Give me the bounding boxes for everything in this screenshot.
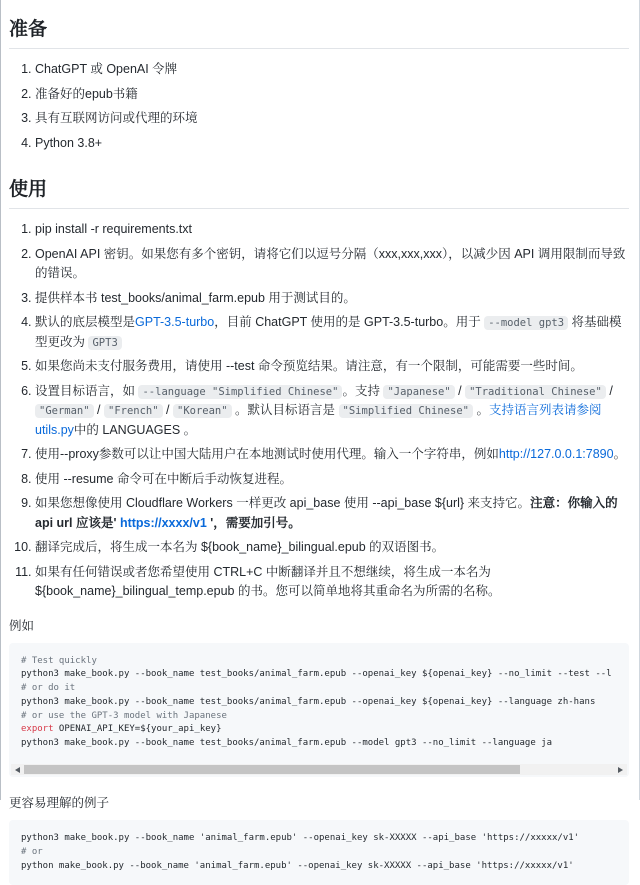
code-content — [21, 832, 617, 873]
list-item — [35, 289, 629, 309]
list-item — [35, 538, 629, 558]
code-line — [21, 846, 617, 860]
code-text: OPENAI_API_KEY=${your_api_key} — [53, 724, 222, 735]
code-comment: # or — [21, 846, 43, 857]
code-keyword: export — [21, 724, 54, 735]
scrollbar-thumb[interactable] — [24, 765, 520, 774]
code-line — [21, 696, 617, 710]
scroll-left-arrow-icon — [15, 767, 20, 773]
code-line — [21, 860, 617, 874]
code-text: python3 make_book.py --book_name test_books/animal_farm.epub --openai_key ${openai_key} --no_limit --test --l — [21, 669, 612, 680]
text-segment: pip install -r requirements.txt — [35, 222, 193, 236]
code-comment: # Test quickly — [21, 655, 97, 666]
inline-code: "Simplified Chinese" — [339, 404, 473, 418]
code-line — [21, 710, 617, 724]
text-segment: 中的 LANGUAGES 。 — [73, 422, 197, 437]
text-segment: / — [162, 403, 173, 417]
inline-code: "Japanese" — [383, 385, 454, 399]
horizontal-scrollbar[interactable] — [11, 764, 627, 775]
text-segment: ，目前 ChatGPT 使用的是 GPT-3.5-turbo。用于 — [214, 315, 485, 329]
code-comment: # or do it — [21, 683, 76, 694]
preparation-list — [9, 60, 629, 153]
text-segment: 如果您尚未支付服务费用，请使用 --test 命令预览结果。请注意，有一个限制，可能需要一些时间。 — [35, 359, 583, 373]
code-block-quick-test[interactable] — [9, 643, 629, 778]
example-label: 例如 — [9, 618, 35, 633]
list-item — [35, 220, 629, 240]
text-segment: 如果您想像使用 Cloudflare Workers 一样更改 api_base 使用 --api_base ${url} 来支持它。 — [35, 496, 531, 510]
code-line — [21, 668, 617, 682]
text-segment: 提供样本书 test_books/animal_farm.epub 用于测试目的。 — [35, 290, 356, 305]
text-segment: Python 3.8+ — [35, 135, 103, 150]
text-segment: 准备好的epub书籍 — [35, 86, 138, 101]
inline-link[interactable]: GPT-3.5-turbo — [135, 315, 215, 329]
list-item — [35, 382, 629, 441]
scroll-right-arrow-icon — [618, 767, 623, 773]
list-item — [35, 313, 629, 352]
inline-link[interactable]: http://127.0.0.1:7890 — [498, 447, 614, 461]
text-segment: 注意：你输入的api url 应该是' — [35, 496, 618, 530]
inline-code: "Korean" — [173, 404, 232, 418]
list-item — [35, 109, 629, 129]
scrollbar-track[interactable] — [24, 765, 614, 774]
text-segment: ChatGPT 或 OpenAI 令牌 — [35, 62, 178, 76]
text-segment: 使用--proxy参数可以让中国大陆用户在本地测试时使用代理。输入一个字符串，例如 — [35, 447, 499, 461]
inline-code: "Traditional Chinese" — [465, 385, 606, 399]
code-text: python3 make_book.py --book_name test_books/animal_farm.epub --model gpt3 --no_limit --language ja — [21, 738, 553, 749]
section-heading-usage: 使用 — [9, 174, 629, 209]
text-segment: 如果有任何错误或者您希望使用 CTRL+C 中断翻译并且不想继续，将生成一本名为 ${book_name}_bilingual_temp.epub 的书。您可以简单地将其重命名为所需的名称。 — [35, 564, 501, 598]
text-segment: 默认的底层模型是 — [35, 315, 136, 329]
code-line — [21, 832, 617, 846]
scroll-right-button[interactable] — [614, 764, 627, 775]
list-item — [35, 245, 629, 284]
inline-code: "French" — [104, 404, 163, 418]
section-heading-preparation: 准备 — [9, 14, 629, 49]
list-item — [35, 445, 629, 465]
text-segment: 将基础模型更改为 — [35, 315, 622, 349]
code-text: python3 make_book.py --book_name 'animal_farm.epub' --openai_key sk-XXXXX --api_base 'https://xxxxx/v1' — [21, 833, 580, 844]
code-line — [21, 655, 617, 669]
code-line — [21, 737, 617, 751]
inline-code: --model gpt3 — [484, 316, 568, 330]
text-segment: 设置目标语言，如 — [35, 383, 139, 398]
text-segment: 。 — [613, 447, 627, 461]
text-segment: / — [93, 403, 104, 417]
code-text: python make_book.py --book_name 'animal_farm.epub' --openai_key sk-XXXXX --api_base 'https://xxxxx/v1' — [21, 860, 574, 871]
code-block-simple-example[interactable] — [9, 820, 629, 885]
text-segment: 。 — [472, 403, 489, 417]
scroll-left-button[interactable] — [11, 764, 24, 775]
text-segment: 翻译完成后，将生成一本名为 ${book_name}_bilingual.epub 的双语图书。 — [35, 540, 445, 554]
text-segment: 。支持 — [342, 383, 384, 398]
text-segment: / — [454, 383, 466, 398]
code-line — [21, 723, 617, 737]
code-line — [21, 682, 617, 696]
list-item — [35, 60, 629, 80]
code-comment: # or use the GPT-3 model with Japanese — [21, 710, 227, 721]
text-segment: OpenAI API 密钥。如果您有多个密钥，请将它们以逗号分隔（xxx,xxx,xxx），以减少因 API 调用限制而导致的错误。 — [35, 246, 626, 280]
usage-list — [9, 220, 629, 602]
text-segment: / — [605, 383, 613, 398]
text-segment: 具有互联网访问或代理的环境 — [35, 111, 198, 125]
inline-code: --language "Simplified Chinese" — [138, 385, 342, 399]
list-item — [35, 563, 629, 602]
list-item — [35, 85, 629, 105]
list-item — [35, 494, 629, 533]
text-segment: 。默认目标语言是 — [231, 403, 339, 417]
inline-link[interactable]: 支持语言列表请参阅utils.py — [35, 403, 602, 437]
code-text: python3 make_book.py --book_name test_books/animal_farm.epub --openai_key ${openai_key} --language zh-hans — [21, 696, 596, 707]
list-item — [35, 470, 629, 490]
list-item — [35, 357, 629, 377]
text-segment: '，需要加引号。 — [206, 515, 301, 530]
text-segment: 使用 --resume 命令可在中断后手动恢复进程。 — [35, 471, 292, 486]
list-item — [35, 134, 629, 154]
inline-code: GPT3 — [88, 336, 121, 350]
inline-code: "German" — [35, 404, 94, 418]
inline-link[interactable]: https://xxxx/v1 — [119, 515, 207, 530]
simple-example-label: 更容易理解的例子 — [9, 796, 110, 811]
code-content — [21, 655, 617, 752]
